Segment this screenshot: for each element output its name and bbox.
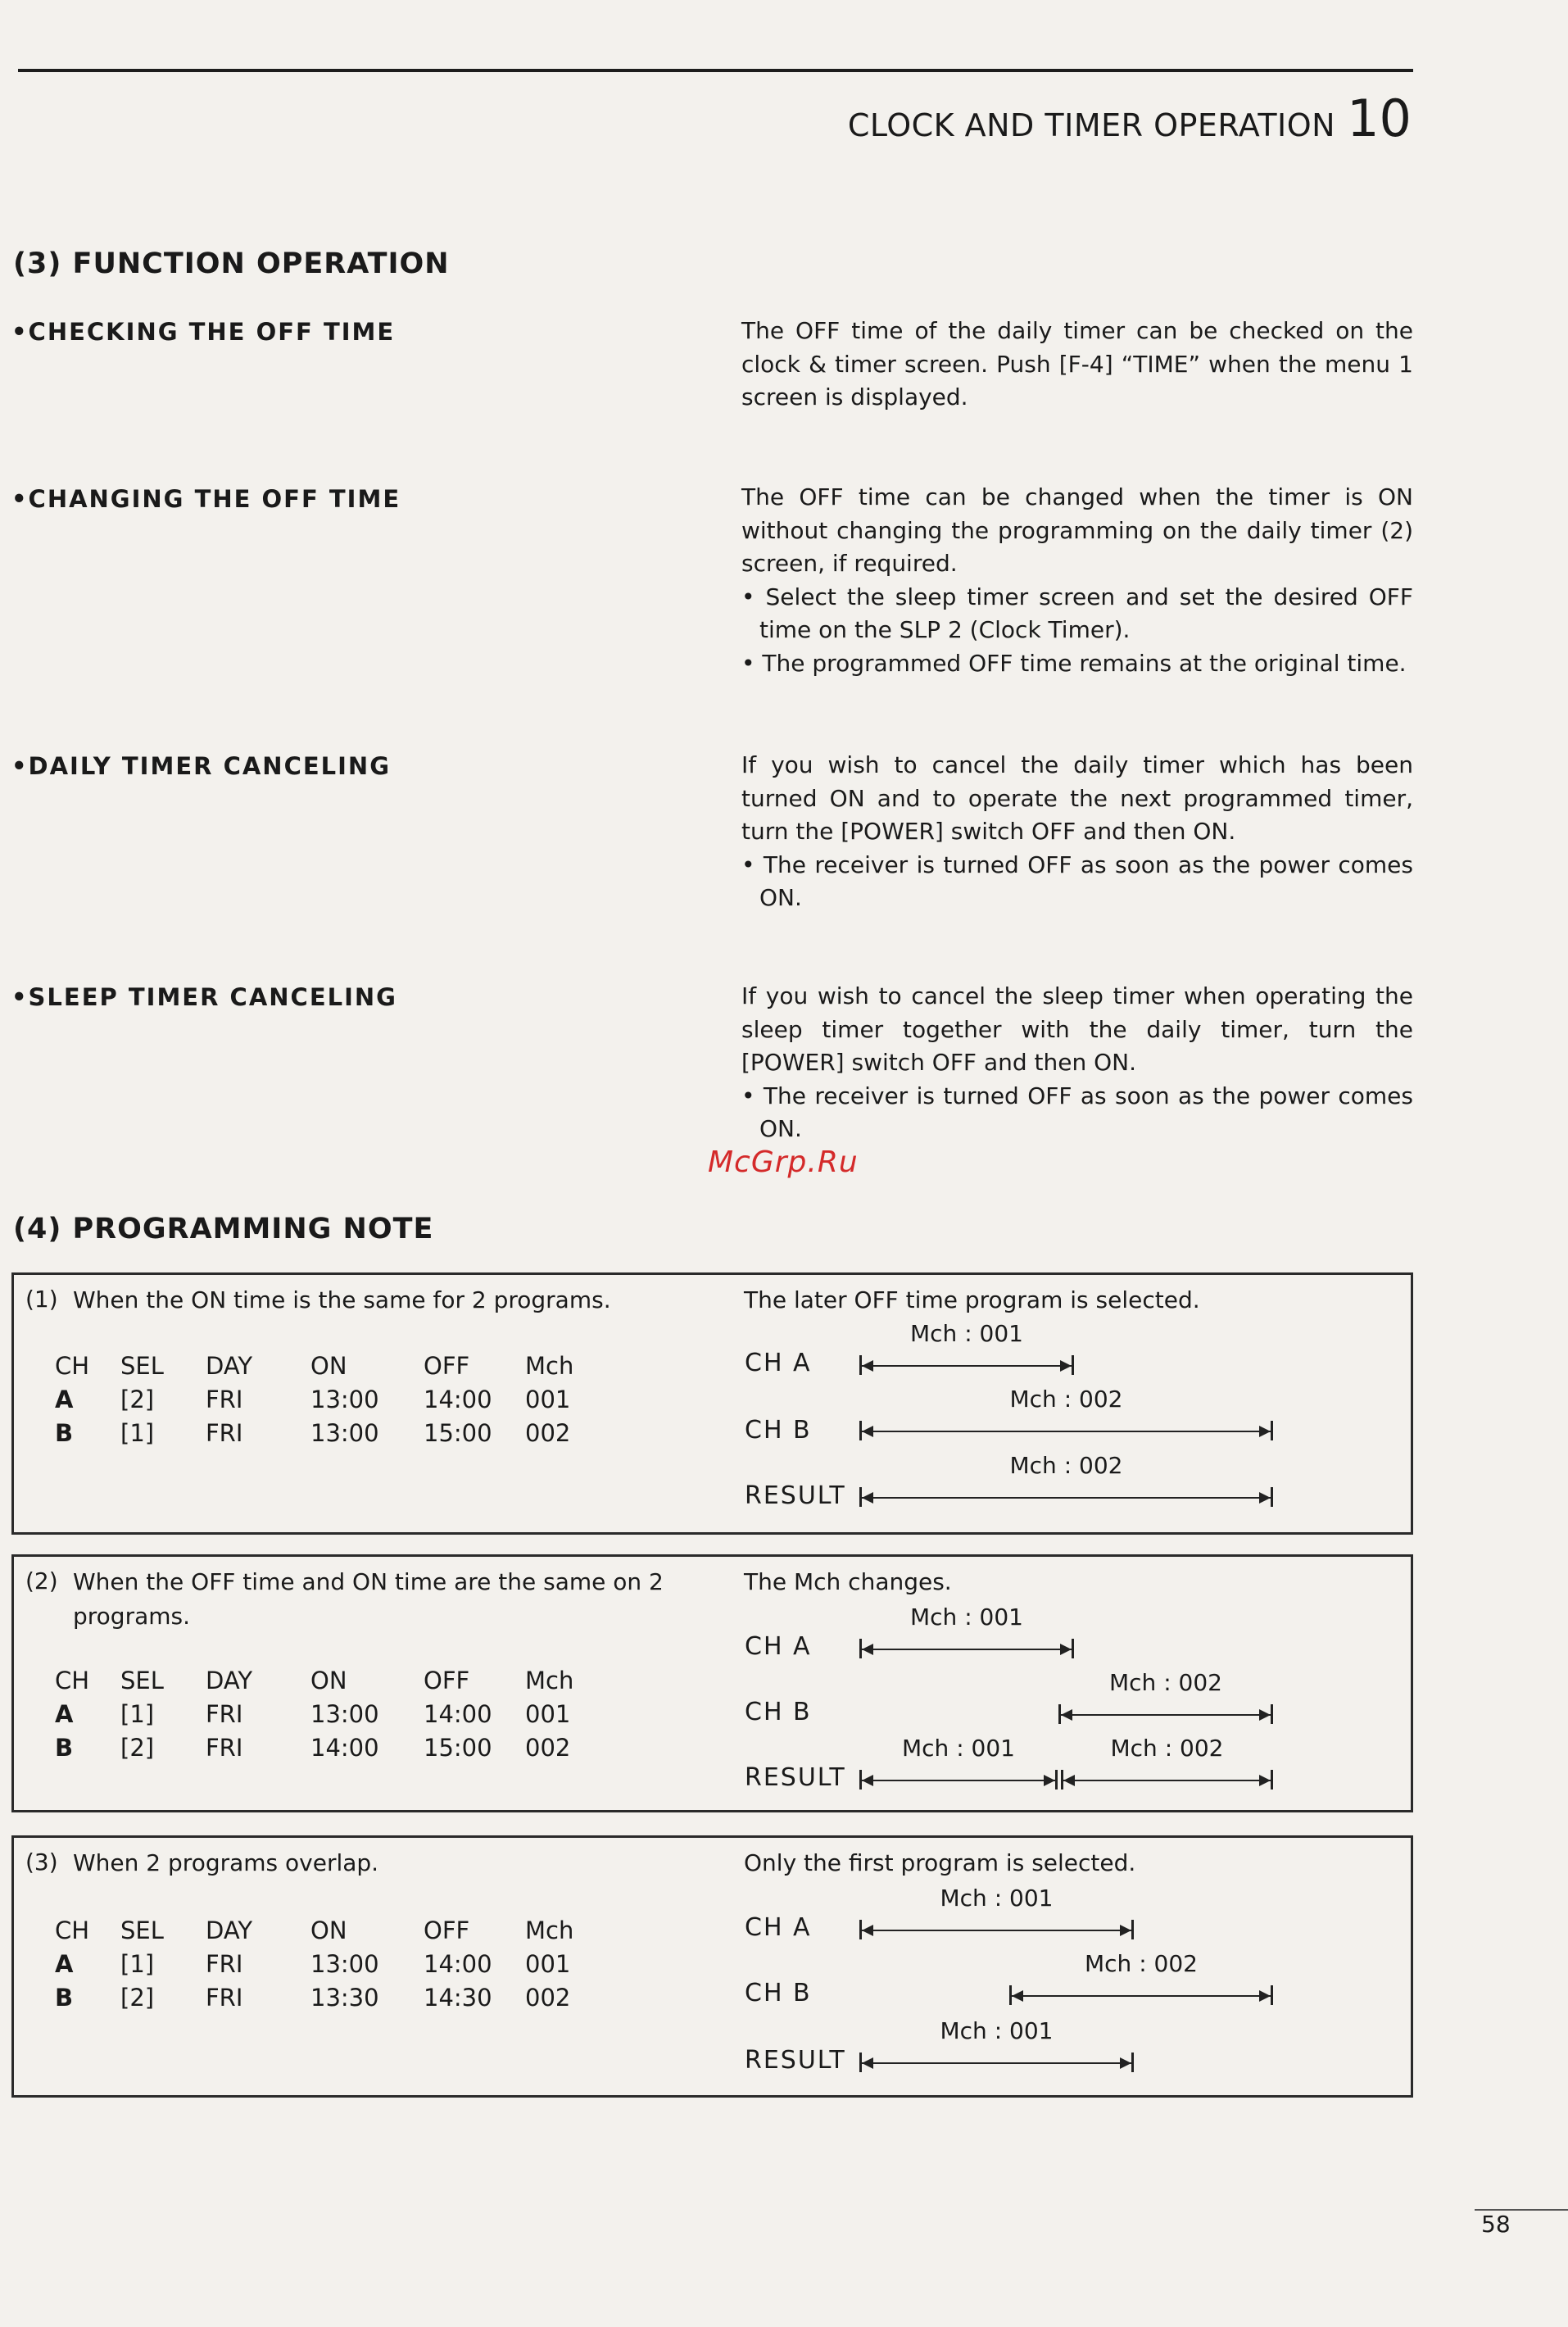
bullet-item: • The receiver is turned OFF as soon as the power comes ON. [741,851,1413,911]
cell: 002 [525,1418,571,1447]
col-header: DAY [206,1351,253,1380]
function-section-heading: (3) FUNCTION OPERATION [13,247,450,280]
timeline-segment [859,1735,1058,1792]
timeline-segment [859,1320,1074,1377]
header-rule [18,69,1413,72]
table-row [55,1980,573,2014]
chb-label: CH B [745,1979,812,2007]
cell: 002 [525,1983,571,2012]
paragraph: If you wish to cancel the sleep timer when operating the sleep timer together with the daily timer, turn the [POWER] switch OFF and then ON. [741,982,1413,1076]
page-header [848,88,1412,148]
note-caption: When the OFF time and ON time are the same on 2 programs. [73,1568,664,1630]
segment-label: Mch : 002 [1109,1669,1222,1696]
col-header: OFF [424,1666,470,1694]
cell: FRI [206,1699,243,1728]
cell: A [55,1949,74,1978]
col-header: DAY [206,1666,253,1694]
cell: 13:00 [310,1699,379,1728]
col-header: ON [310,1666,347,1694]
result-label: RESULT [745,2046,846,2075]
col-header: SEL [120,1351,164,1380]
programming-note-box [11,1272,1413,1535]
watermark: McGrp.Ru [708,1145,859,1179]
cell: [1] [120,1699,155,1728]
note-result-text: The Mch changes. [744,1568,952,1595]
cell: FRI [206,1418,243,1447]
col-header: Mch [525,1916,574,1944]
segment-label: Mch : 001 [940,1885,1054,1912]
col-header: SEL [120,1666,164,1694]
cell: [2] [120,1733,155,1762]
cell: A [55,1385,74,1413]
cell: A [55,1699,74,1728]
paragraph: If you wish to cancel the daily timer which has been turned ON and to operate the next programmed timer, turn the [POWER] switch OFF and then ON. [741,751,1413,845]
cha-label: CH A [745,1349,812,1377]
topic-body [741,481,1413,680]
table-header-row [55,1349,573,1382]
cell: FRI [206,1949,243,1978]
note-number: (2) [25,1567,58,1594]
cell: 002 [525,1733,571,1762]
col-header: SEL [120,1916,164,1944]
col-header: ON [310,1351,347,1380]
cell: 14:00 [424,1949,492,1978]
table-header-row [55,1913,573,1947]
col-header: CH [55,1666,90,1694]
chb-label: CH B [745,1416,812,1445]
note-result-text: Only the first program is selected. [744,1849,1136,1876]
cell: 001 [525,1699,571,1728]
col-header: Mch [525,1351,574,1380]
timeline-segment [1009,1950,1273,2007]
segment-label: Mch : 001 [910,1603,1023,1631]
col-header: ON [310,1916,347,1944]
cell: [2] [120,1385,155,1413]
cell: FRI [206,1385,243,1413]
page-number: 58 [1481,2211,1511,2238]
cell: 14:00 [424,1385,492,1413]
col-header: DAY [206,1916,253,1944]
timeline-segment [859,1452,1273,1509]
table-row [55,1382,573,1416]
cell: 14:30 [424,1983,492,2012]
chb-label: CH B [745,1698,812,1726]
note-caption: When the ON time is the same for 2 programs. [73,1286,611,1313]
cell: 13:00 [310,1949,379,1978]
result-label: RESULT [745,1763,846,1792]
timeline-segment [1058,1669,1273,1726]
timeline-segment [859,1386,1273,1443]
cell: [1] [120,1418,155,1447]
table-row [55,1697,573,1731]
note-caption: When 2 programs overlap. [73,1849,379,1876]
col-header: Mch [525,1666,574,1694]
topic-body [741,749,1413,915]
col-header: CH [55,1916,90,1944]
note-number: (3) [25,1848,58,1876]
bullet-item: • The programmed OFF time remains at the original time. [741,649,1407,677]
programming-note-box [11,1554,1413,1812]
table-row [55,1731,573,1764]
result-label: RESULT [745,1481,846,1510]
cell: 15:00 [424,1418,492,1447]
segment-label: Mch : 001 [910,1320,1023,1347]
cell: [2] [120,1983,155,2012]
note-result-text: The later OFF time program is selected. [744,1286,1200,1313]
program-table [55,1663,573,1764]
topic-title: •SLEEP TIMER CANCELING [11,983,397,1011]
program-table [55,1913,573,2014]
cell: 001 [525,1385,571,1413]
cell: FRI [206,1733,243,1762]
cell: 13:00 [310,1385,379,1413]
cell: 13:00 [310,1418,379,1447]
topic-title: •CHANGING THE OFF TIME [11,485,401,513]
topic-title: •DAILY TIMER CANCELING [11,752,391,780]
cell: B [55,1733,74,1762]
col-header: OFF [424,1916,470,1944]
cell: B [55,1418,74,1447]
programming-note-box [11,1835,1413,2098]
cell: 14:00 [424,1699,492,1728]
cell: B [55,1983,74,2012]
cell: 15:00 [424,1733,492,1762]
cell: 001 [525,1949,571,1978]
table-row [55,1416,573,1449]
header-title: CLOCK AND TIMER OPERATION [847,107,1336,143]
segment-label: Mch : 001 [940,2017,1054,2044]
paragraph: The OFF time can be changed when the timer is ON without changing the programming on the daily timer (2) screen, if required. [741,483,1413,577]
cell: FRI [206,1983,243,2012]
cha-label: CH A [745,1913,812,1942]
segment-label: Mch : 001 [902,1735,1015,1762]
segment-label: Mch : 002 [1009,1452,1123,1479]
bullet-item: • Select the sleep timer screen and set the desired OFF time on the SLP 2 (Clock Timer). [741,583,1413,643]
cha-label: CH A [745,1632,812,1661]
program-table [55,1349,573,1449]
cell: 13:30 [310,1983,379,2012]
timeline-segment [1061,1735,1273,1792]
topic-body [741,315,1413,415]
segment-label: Mch : 002 [1085,1950,1198,1977]
cell: 14:00 [310,1733,379,1762]
table-header-row [55,1663,573,1697]
chapter-number: 10 [1347,88,1412,148]
timeline-segment [859,1603,1074,1661]
note-number: (1) [25,1286,58,1313]
timeline-segment [859,1885,1134,1942]
segment-label: Mch : 002 [1110,1735,1224,1762]
cell: [1] [120,1949,155,1978]
timeline-segment [859,2017,1134,2075]
topic-body [741,980,1413,1146]
table-row [55,1947,573,1980]
programming-section-heading: (4) PROGRAMMING NOTE [13,1213,434,1245]
segment-label: Mch : 002 [1009,1386,1123,1413]
col-header: OFF [424,1351,470,1380]
topic-title: •CHECKING THE OFF TIME [11,318,396,346]
col-header: CH [55,1351,90,1380]
bullet-item: • The receiver is turned OFF as soon as the power comes ON. [741,1082,1413,1142]
paragraph: The OFF time of the daily timer can be checked on the clock & timer screen. Push [F-4] “TIME” when the menu 1 screen is displayed. [741,317,1413,411]
